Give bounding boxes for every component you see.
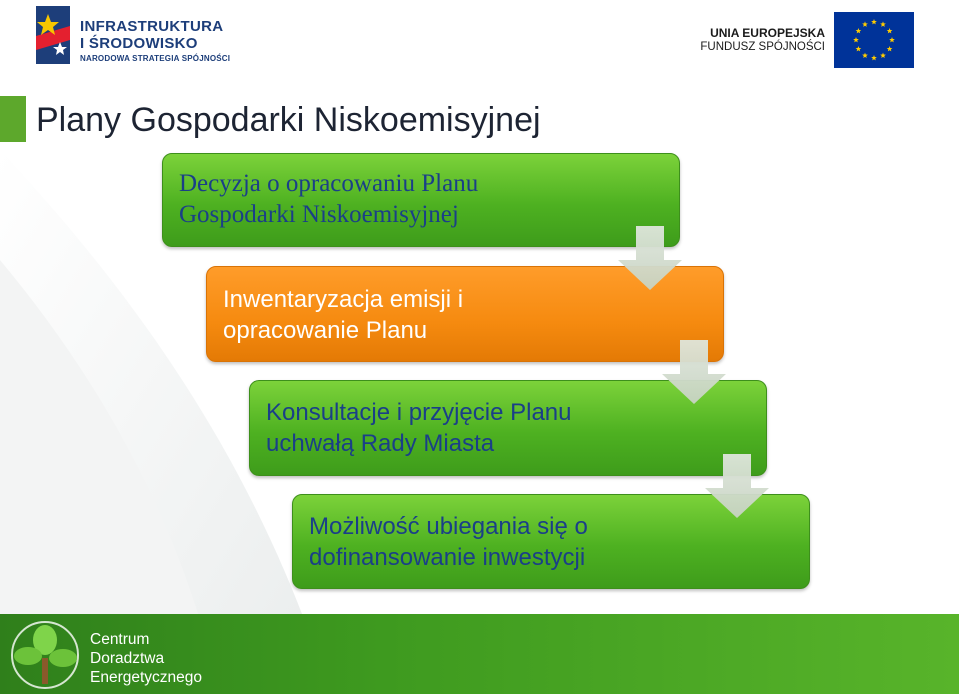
step-3-line1: Konsultacje i przyjęcie Planu: [266, 399, 572, 426]
down-arrow-icon: [618, 226, 682, 290]
step-4-line1: Możliwość ubiegania się o: [309, 513, 588, 540]
step-1-line1: Decyzja o opracowaniu Planu: [179, 170, 479, 197]
step-2-line2: opracowanie Planu: [223, 317, 428, 344]
infrastruktura-logo: [34, 6, 234, 68]
infrastruktura-flag-icon: [34, 6, 72, 64]
tree-logo-icon: [8, 618, 82, 692]
header: [0, 0, 959, 80]
logo-left-line3: NARODOWA STRATEGIA SPÓJNOŚCI: [80, 54, 231, 63]
step-1-line2: Gospodarki Niskoemisyjnej: [179, 201, 459, 228]
eu-logo: [700, 12, 920, 70]
step-4-line2: dofinansowanie inwestycji: [309, 544, 586, 571]
eu-logo-line2: FUNDUSZ SPÓJNOŚCI: [700, 41, 825, 53]
footer-line3: Energetycznego: [90, 669, 203, 686]
footer-line1: Centrum: [90, 631, 150, 648]
eu-flag-icon: [834, 12, 914, 68]
eu-logo-line1: UNIA EUROPEJSKA: [710, 26, 825, 40]
page-title: Plany Gospodarki Niskoemisyjnej: [36, 101, 541, 139]
step-3-line2: uchwałą Rady Miasta: [266, 430, 495, 457]
footer: [0, 614, 959, 694]
logo-left-line2: I ŚRODOWISKO: [80, 35, 198, 52]
step-2-line1: Inwentaryzacja emisji i: [223, 286, 464, 313]
title-accent-bar: [0, 96, 26, 142]
down-arrow-icon: [705, 454, 769, 518]
footer-line2: Doradztwa: [90, 650, 165, 667]
step-1-box: [162, 153, 680, 247]
logo-left-line1: INFRASTRUKTURA: [80, 18, 224, 35]
down-arrow-icon: [662, 340, 726, 404]
